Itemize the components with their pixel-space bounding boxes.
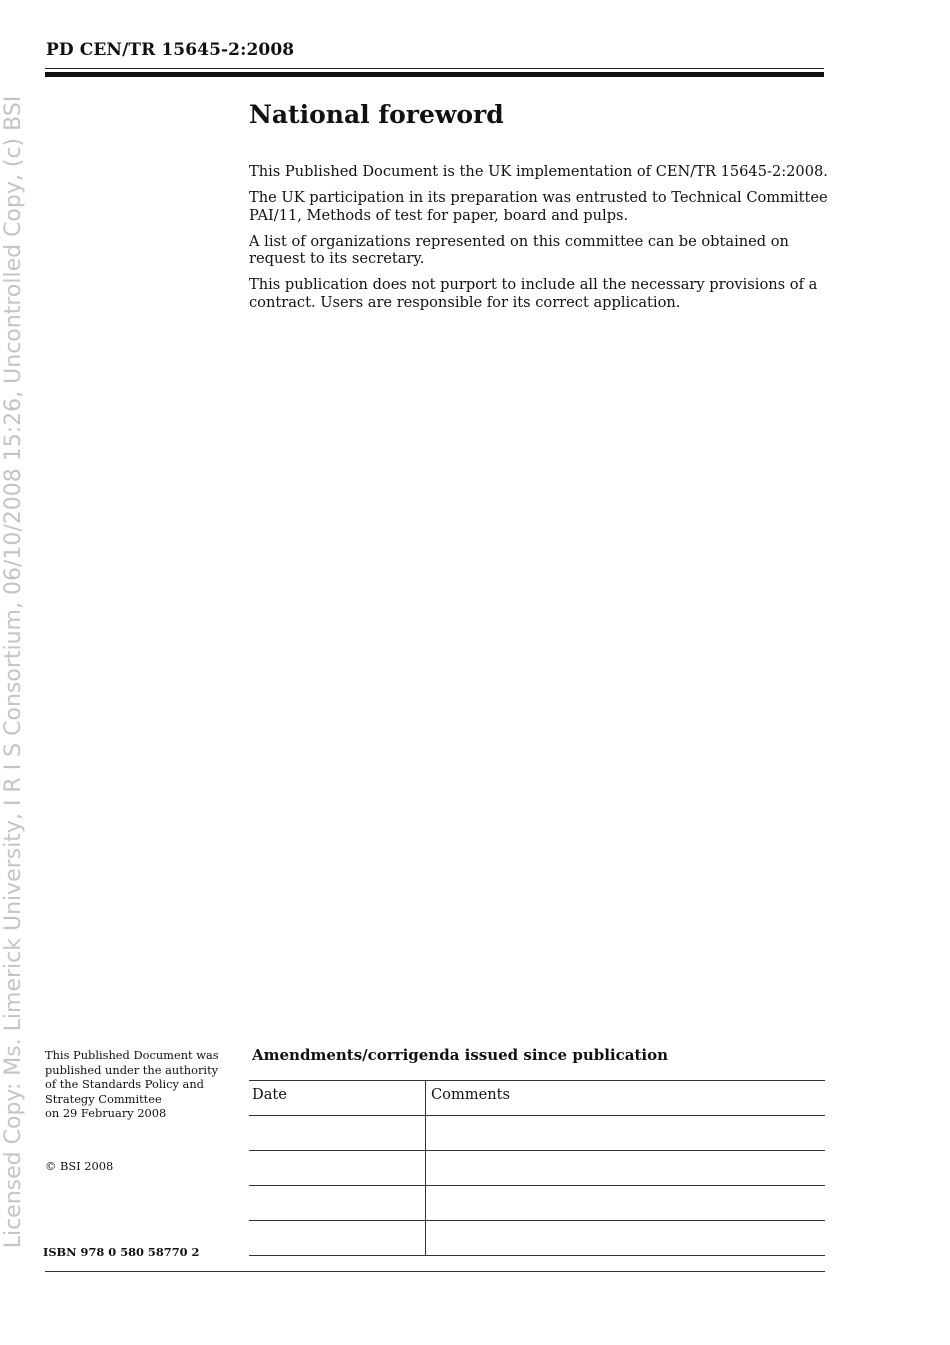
publication-note-line: published under the authority: [45, 1062, 219, 1077]
comments-cell: [426, 1151, 826, 1186]
page-title: National foreword: [249, 100, 504, 129]
column-header-date: Date: [249, 1081, 426, 1116]
footer-rule: [45, 1271, 825, 1272]
isbn: ISBN 978 0 580 58770 2: [43, 1245, 200, 1259]
comments-cell: [426, 1186, 826, 1221]
document-id: PD CEN/TR 15645-2:2008: [46, 40, 295, 60]
table-header-row: [249, 1081, 825, 1116]
publication-note-line: This Published Document was: [45, 1048, 219, 1062]
table-row: [249, 1151, 825, 1186]
foreword-paragraph: This publication does not purport to include all the necessary provisions of a contract. Users are responsible for its correct application.: [249, 276, 818, 311]
date-cell: [249, 1221, 426, 1256]
amendments-table: [249, 1080, 825, 1256]
table-row: [249, 1186, 825, 1221]
comments-cell: [426, 1116, 826, 1151]
publication-note-line: on 29 February 2008: [45, 1106, 167, 1120]
copyright-notice: © BSI 2008: [45, 1159, 114, 1173]
table-row: [249, 1221, 825, 1256]
column-header-comments: Comments: [426, 1081, 826, 1116]
foreword-paragraph: This Published Document is the UK implementation of CEN/TR 15645-2:2008.: [249, 163, 828, 180]
comments-cell: [426, 1221, 826, 1256]
foreword-paragraph: The UK participation in its preparation was entrusted to Technical Committee PAI/11, Methods of test for paper, board and pulps.: [249, 189, 828, 224]
publication-note-line: of the Standards Policy and: [45, 1077, 204, 1091]
header-rule-thin: [45, 68, 824, 69]
amendments-heading: Amendments/corrigenda issued since publication: [252, 1046, 668, 1064]
header-rule-thick: [45, 72, 824, 77]
foreword-paragraph: A list of organizations represented on this committee can be obtained on request to its secretary.: [249, 232, 789, 267]
date-cell: [249, 1116, 426, 1151]
foreword-body: [249, 163, 829, 320]
table-row: [249, 1116, 825, 1151]
date-cell: [249, 1186, 426, 1221]
date-cell: [249, 1151, 426, 1186]
publication-note-line: Strategy Committee: [45, 1091, 162, 1106]
publication-authority-note: [45, 1048, 235, 1121]
license-watermark: Licensed Copy: Ms. Limerick University, I R I S Consortium, 06/10/2008 15:26, Uncontrolled Copy, (c) BSI: [1, 95, 26, 1249]
